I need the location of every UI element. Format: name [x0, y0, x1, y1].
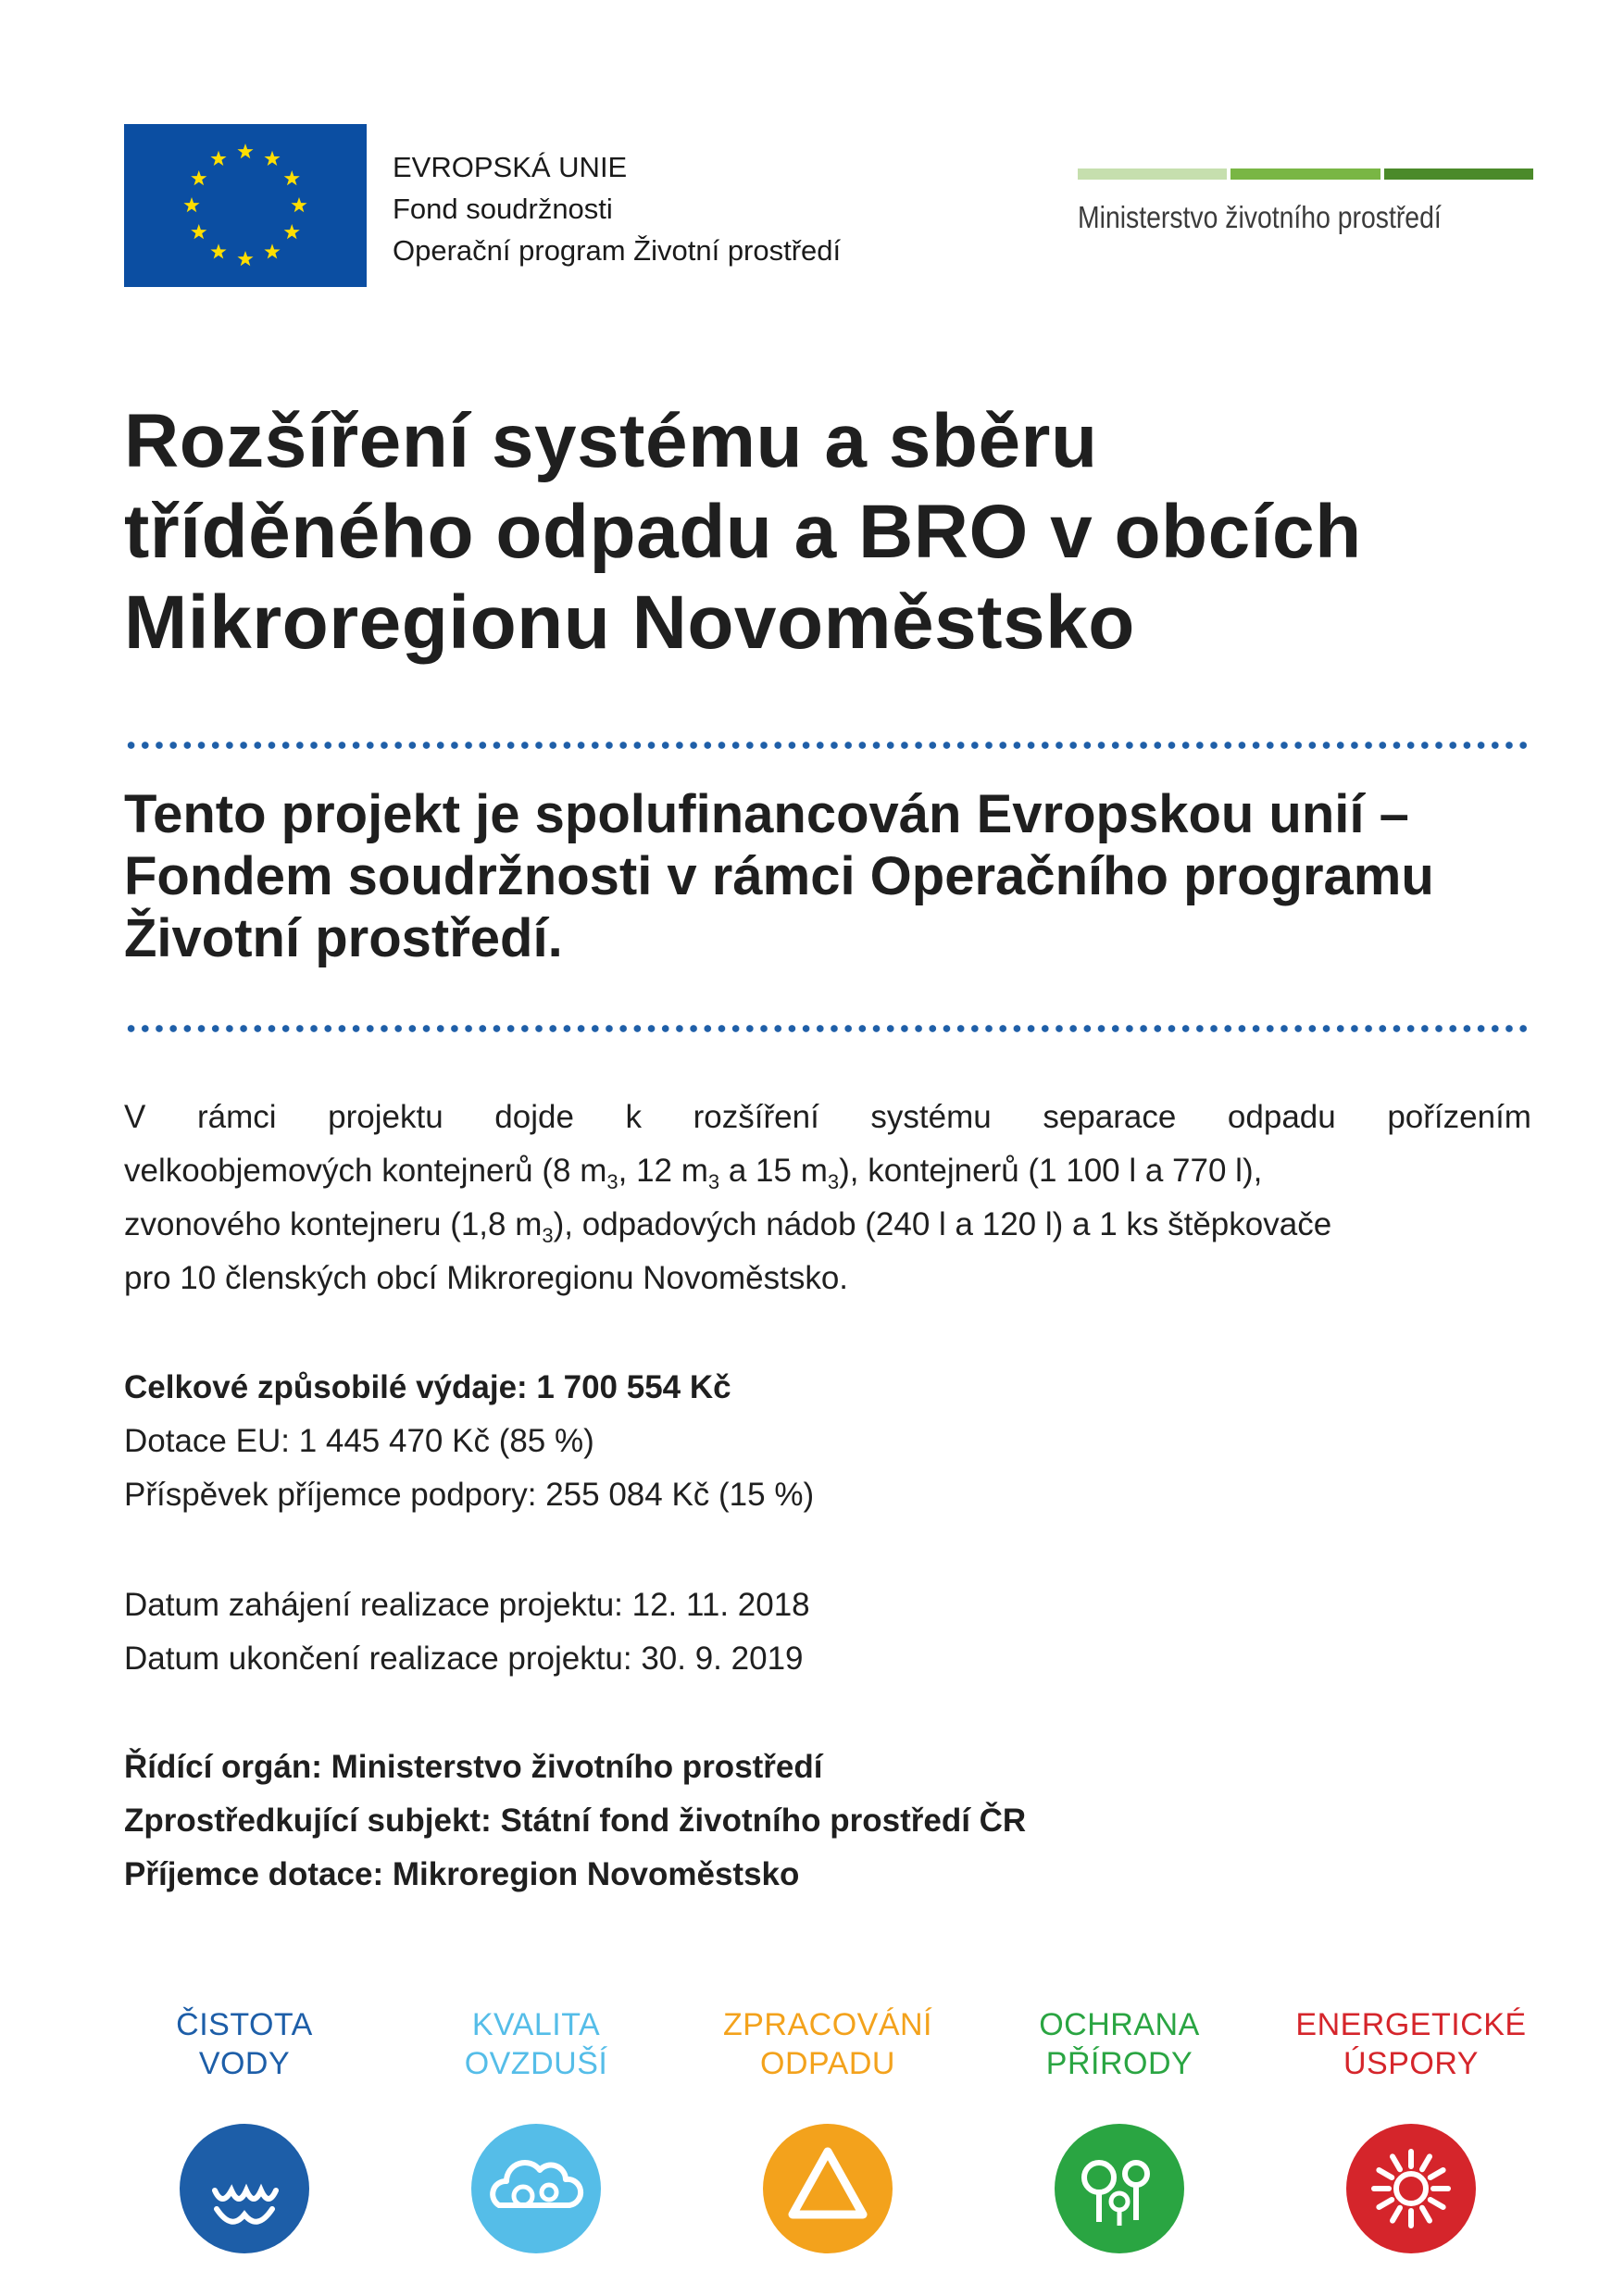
- cloud-icon: [471, 2124, 601, 2253]
- eu-star: [284, 170, 300, 185]
- description-line-4: pro 10 členských obcí Mikroregionu Novoměstsko.: [124, 1260, 849, 1296]
- description-line-1: [124, 1091, 1531, 1144]
- desc-word: separace: [1043, 1099, 1177, 1135]
- description-line-2: [124, 1144, 1531, 1198]
- subtitle-line-2: Fondem soudržnosti v rámci Operačního programu: [124, 846, 1434, 906]
- ministry-bar-light: [1078, 168, 1227, 180]
- axis-nature-protection: [999, 2005, 1240, 2253]
- eu-star: [284, 224, 300, 239]
- start-date: Datum zahájení realizace projektu: 12. 11. 2018: [124, 1587, 810, 1623]
- axis-waste-processing: [707, 2005, 948, 2253]
- ministry-bar-dark: [1384, 168, 1533, 180]
- axis-label-line-2: PŘÍRODY: [1045, 2046, 1193, 2081]
- eu-star: [237, 251, 253, 266]
- desc-word: rámci: [196, 1099, 277, 1135]
- axis-label-line-1: KVALITA: [471, 2007, 601, 2042]
- project-description: [124, 1091, 1531, 1305]
- project-title: [124, 396, 1531, 668]
- priority-axes-icons: [124, 2005, 1531, 2283]
- desc-word: V: [124, 1099, 146, 1135]
- funding-statement: [124, 783, 1531, 969]
- ministry-label: Ministerstvo životního prostředí: [1078, 200, 1442, 234]
- description-line-3: [124, 1198, 1531, 1252]
- axis-label-line-1: ČISTOTA: [176, 2007, 313, 2042]
- desc-segment: velkoobjemových kontejnerů (8 $m_3$, 12 $m_3$ a 15 $m_3$), kontejnerů (1 100 l a 770 l),: [124, 1153, 1263, 1193]
- project-dates: [124, 1578, 810, 1686]
- ministry-bar-mid: [1230, 168, 1380, 180]
- title-line-1: Rozšíření systému a sběru: [124, 399, 1098, 483]
- ministry-logo: [1078, 168, 1533, 235]
- eu-stars-icon: [124, 124, 367, 287]
- trees-icon: [1055, 2124, 1184, 2253]
- desc-word: k: [625, 1099, 643, 1135]
- axis-water-quality: [124, 2005, 365, 2253]
- sun-icon: [1346, 2124, 1476, 2253]
- eu-star: [237, 144, 253, 158]
- recycle-triangle-icon: [763, 2124, 893, 2253]
- grant-recipient: Příjemce dotace: Mikroregion Novoměstsko: [124, 1856, 800, 1892]
- total-costs: Celkové způsobilé výdaje: 1 700 554 Kč: [124, 1369, 731, 1405]
- sun-ray: [1430, 2200, 1443, 2207]
- water-icon: [180, 2124, 309, 2253]
- title-line-2: tříděného odpadu a BRO v obcích: [124, 490, 1362, 574]
- intermediate-body: Zprostředkující subjekt: Státní fond životního prostředí ČR: [124, 1803, 1027, 1839]
- eu-star: [291, 197, 306, 212]
- axis-label-line-1: ZPRACOVÁNÍ: [722, 2007, 933, 2042]
- desc-segment: zvonového kontejneru (1,8 $m_3$), odpadových nádob (240 l a 120 l) a 1 ks štěpkovače: [124, 1206, 1332, 1247]
- sun-ray: [1393, 2208, 1400, 2221]
- axis-label-line-2: VODY: [198, 2046, 291, 2081]
- sun-ray: [1422, 2156, 1430, 2169]
- eu-line-2: Fond soudržnosti: [393, 193, 613, 225]
- eu-star: [210, 151, 226, 166]
- desc-word: rozšíření: [693, 1099, 819, 1135]
- desc-word: odpadu: [1227, 1099, 1336, 1135]
- project-bodies: [124, 1741, 1026, 1902]
- sun-ray: [1393, 2156, 1400, 2169]
- eu-flag-logo: [124, 124, 367, 287]
- title-line-3: Mikroregionu Novoměstsko: [124, 580, 1135, 665]
- axis-label-line-2: ODPADU: [760, 2046, 895, 2081]
- dotted-divider-bottom: [124, 1024, 1531, 1033]
- desc-word: systému: [870, 1099, 992, 1135]
- subtitle-line-3: Životní prostředí.: [124, 908, 563, 968]
- finance-info: [124, 1361, 814, 1522]
- eu-star: [191, 224, 206, 239]
- axis-label-line-2: OVZDUŠÍ: [464, 2046, 608, 2081]
- managing-authority: Řídící orgán: Ministerstvo životního prostředí: [124, 1749, 823, 1785]
- eu-star: [210, 243, 226, 258]
- axis-label-line-1: ENERGETICKÉ: [1295, 2007, 1527, 2042]
- eu-grant: Dotace EU: 1 445 470 Kč (85 %): [124, 1423, 594, 1459]
- axis-air-quality: [416, 2005, 656, 2253]
- sun-ray: [1379, 2200, 1392, 2207]
- desc-word: pořízením: [1387, 1099, 1531, 1135]
- eu-star: [264, 151, 280, 166]
- desc-word: dojde: [494, 1099, 574, 1135]
- end-date: Datum ukončení realizace projektu: 30. 9. 2019: [124, 1641, 804, 1677]
- eu-line-3: Operační program Životní prostředí: [393, 234, 842, 267]
- axis-label-line-2: ÚSPORY: [1343, 2046, 1479, 2081]
- recipient-contribution: Příspěvek příjemce podpory: 255 084 Kč (15 %): [124, 1477, 815, 1513]
- axis-label-line-1: OCHRANA: [1039, 2007, 1200, 2042]
- subtitle-line-1: Tento projekt je spolufinancován Evropskou unií –: [124, 784, 1409, 844]
- sun-ray: [1430, 2170, 1443, 2177]
- eu-star: [264, 243, 280, 258]
- eu-line-1: EVROPSKÁ UNIE: [393, 151, 628, 183]
- sun-ray: [1422, 2208, 1430, 2221]
- desc-word: projektu: [328, 1099, 443, 1135]
- eu-star: [183, 197, 199, 212]
- eu-star: [191, 170, 206, 185]
- ministry-color-bars: [1078, 168, 1533, 180]
- dotted-divider-top: [124, 741, 1531, 750]
- sun-ray: [1379, 2170, 1392, 2177]
- axis-energy-savings: [1291, 2005, 1531, 2253]
- eu-program-text: [393, 146, 841, 271]
